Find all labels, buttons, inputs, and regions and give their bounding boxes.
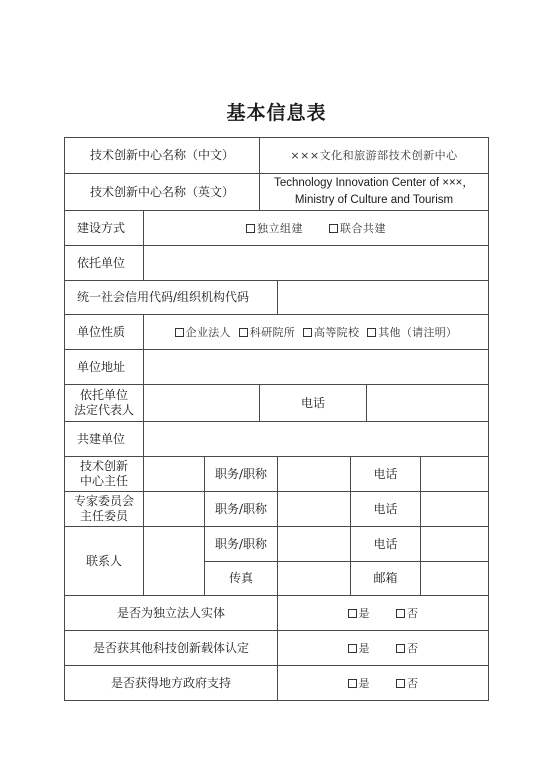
other-certification-yes[interactable]: 是 xyxy=(348,641,371,656)
center-name-en-label: 技术创新中心名称（英文） xyxy=(64,173,260,211)
checkbox-empty-icon[interactable] xyxy=(396,679,405,688)
local-support-label: 是否获得地方政府支持 xyxy=(64,665,278,701)
checkbox-empty-icon[interactable] xyxy=(348,644,357,653)
checkbox-empty-icon[interactable] xyxy=(175,328,184,337)
host-unit-label: 依托单位 xyxy=(64,245,144,281)
contact-email-label: 邮箱 xyxy=(350,561,421,596)
other-certification-no[interactable]: 否 xyxy=(396,641,419,656)
center-name-cn-value[interactable]: ×××文化和旅游部技术创新中心 xyxy=(259,137,489,174)
contact-phone-value[interactable] xyxy=(420,526,489,562)
checkbox-empty-icon[interactable] xyxy=(348,609,357,618)
director-phone-value[interactable] xyxy=(420,456,489,492)
unit-address-value[interactable] xyxy=(143,349,489,385)
director-name-value[interactable] xyxy=(143,456,205,492)
director-title-value[interactable] xyxy=(277,456,351,492)
construction-option-independent[interactable]: 独立组建 xyxy=(246,221,303,236)
contact-email-value[interactable] xyxy=(420,561,489,596)
other-certification-options xyxy=(277,630,489,666)
director-title-label: 职务/职称 xyxy=(204,456,278,492)
center-name-cn-label: 技术创新中心名称（中文） xyxy=(64,137,260,174)
credit-code-label: 统一社会信用代码/组织机构代码 xyxy=(64,280,278,315)
local-support-no[interactable]: 否 xyxy=(396,676,419,691)
expert-chair-label: 专家委员会 主任委员 xyxy=(64,491,144,527)
checkbox-empty-icon[interactable] xyxy=(329,224,338,233)
legal-rep-label: 依托单位 法定代表人 xyxy=(64,384,144,422)
other-certification-label: 是否获其他科技创新载体认定 xyxy=(64,630,278,666)
director-label: 技术创新 中心主任 xyxy=(64,456,144,492)
legal-rep-value[interactable] xyxy=(143,384,260,422)
unit-nature-option-research[interactable]: 科研院所 xyxy=(239,325,295,340)
construction-label: 建设方式 xyxy=(64,210,144,246)
contact-label: 联系人 xyxy=(64,526,144,596)
contact-title-label: 职务/职称 xyxy=(204,526,278,562)
unit-nature-label: 单位性质 xyxy=(64,314,144,350)
center-name-en-value[interactable] xyxy=(259,173,489,211)
contact-phone-label: 电话 xyxy=(350,526,421,562)
expert-chair-name-value[interactable] xyxy=(143,491,205,527)
host-unit-value[interactable] xyxy=(143,245,489,281)
contact-name-value[interactable] xyxy=(143,526,205,596)
checkbox-empty-icon[interactable] xyxy=(396,644,405,653)
independent-entity-label: 是否为独立法人实体 xyxy=(64,595,278,631)
contact-title-value[interactable] xyxy=(277,526,351,562)
independent-entity-options xyxy=(277,595,489,631)
unit-nature-options xyxy=(143,314,489,350)
legal-rep-phone-label: 电话 xyxy=(259,384,367,422)
legal-rep-phone-value[interactable] xyxy=(366,384,489,422)
unit-nature-option-enterprise[interactable]: 企业法人 xyxy=(175,325,231,340)
unit-address-label: 单位地址 xyxy=(64,349,144,385)
expert-chair-title-value[interactable] xyxy=(277,491,351,527)
independent-entity-no[interactable]: 否 xyxy=(396,606,419,621)
credit-code-value[interactable] xyxy=(277,280,489,315)
expert-chair-title-label: 职务/职称 xyxy=(204,491,278,527)
expert-chair-phone-label: 电话 xyxy=(350,491,421,527)
checkbox-empty-icon[interactable] xyxy=(239,328,248,337)
co-builders-value[interactable] xyxy=(143,421,489,457)
contact-fax-value[interactable] xyxy=(277,561,351,596)
checkbox-empty-icon[interactable] xyxy=(303,328,312,337)
contact-fax-label: 传真 xyxy=(204,561,278,596)
local-support-options xyxy=(277,665,489,701)
construction-option-joint[interactable]: 联合共建 xyxy=(329,221,386,236)
independent-entity-yes[interactable]: 是 xyxy=(348,606,371,621)
page-title: 基本信息表 xyxy=(226,102,327,124)
checkbox-empty-icon[interactable] xyxy=(246,224,255,233)
center-name-en-line2: Ministry of Culture and Tourism xyxy=(294,194,454,206)
checkbox-empty-icon[interactable] xyxy=(367,328,376,337)
co-builders-label: 共建单位 xyxy=(64,421,144,457)
expert-chair-phone-value[interactable] xyxy=(420,491,489,527)
checkbox-empty-icon[interactable] xyxy=(348,679,357,688)
unit-nature-option-university[interactable]: 高等院校 xyxy=(303,325,359,340)
checkbox-empty-icon[interactable] xyxy=(396,609,405,618)
center-name-en-line1: Technology Innovation Center of ×××， xyxy=(274,177,474,189)
director-phone-label: 电话 xyxy=(350,456,421,492)
unit-nature-option-other[interactable]: 其他（请注明） xyxy=(367,325,457,340)
construction-options xyxy=(143,210,489,246)
local-support-yes[interactable]: 是 xyxy=(348,676,371,691)
